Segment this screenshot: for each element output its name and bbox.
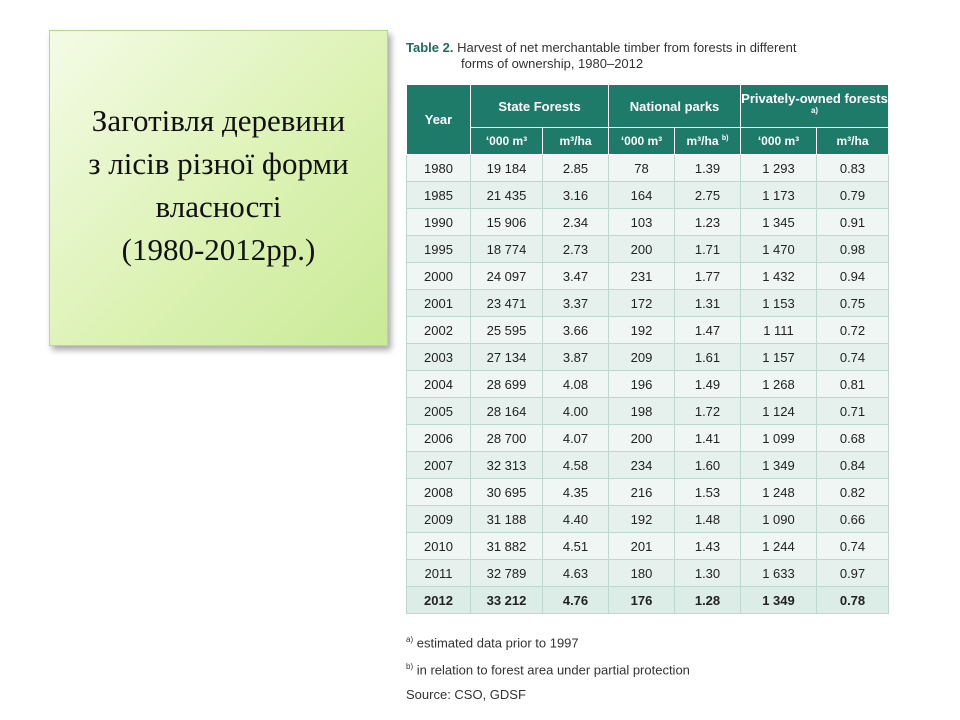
value-cell: 0.91 (817, 209, 889, 236)
value-cell: 1 153 (741, 290, 817, 317)
value-cell: 216 (609, 479, 675, 506)
footnote-mark: b) (721, 135, 729, 142)
value-cell: 31 882 (471, 533, 543, 560)
value-cell: 3.16 (543, 182, 609, 209)
value-cell: 1.30 (675, 560, 741, 587)
table-row (407, 209, 889, 236)
table-row (407, 371, 889, 398)
value-cell: 33 212 (471, 587, 543, 614)
value-cell: 28 164 (471, 398, 543, 425)
value-cell: 2.75 (675, 182, 741, 209)
value-cell: 1.77 (675, 263, 741, 290)
value-cell: 0.82 (817, 479, 889, 506)
value-cell: 1.31 (675, 290, 741, 317)
value-cell: 0.98 (817, 236, 889, 263)
group-header-national-parks (609, 85, 741, 128)
value-cell: 0.74 (817, 344, 889, 371)
value-cell: 4.08 (543, 371, 609, 398)
table-row (407, 479, 889, 506)
value-cell: 0.83 (817, 155, 889, 182)
value-cell: 15 906 (471, 209, 543, 236)
value-cell: 1.43 (675, 533, 741, 560)
value-cell: 1 173 (741, 182, 817, 209)
footnote-b (406, 655, 690, 682)
value-cell: 0.81 (817, 371, 889, 398)
value-cell: 32 789 (471, 560, 543, 587)
value-cell: 1.28 (675, 587, 741, 614)
value-cell: 1 633 (741, 560, 817, 587)
subheader-cell (471, 128, 543, 155)
year-cell: 2009 (407, 506, 471, 533)
value-cell: 78 (609, 155, 675, 182)
value-cell: 234 (609, 452, 675, 479)
value-cell: 1.60 (675, 452, 741, 479)
value-cell: 21 435 (471, 182, 543, 209)
value-cell: 0.66 (817, 506, 889, 533)
value-cell: 4.40 (543, 506, 609, 533)
value-cell: 200 (609, 236, 675, 263)
table-row (407, 560, 889, 587)
table-row (407, 236, 889, 263)
value-cell: 192 (609, 317, 675, 344)
footnotes (406, 628, 690, 707)
value-cell: 198 (609, 398, 675, 425)
value-cell: 176 (609, 587, 675, 614)
table-row (407, 290, 889, 317)
footnote-a (406, 628, 690, 655)
subheader-cell (675, 128, 741, 155)
table-row (407, 452, 889, 479)
footnote-mark: a) (810, 105, 819, 115)
subheader-text: ‘000 m³ (620, 134, 663, 148)
value-cell: 18 774 (471, 236, 543, 263)
table-row (407, 155, 889, 182)
value-cell: 192 (609, 506, 675, 533)
value-cell: 19 184 (471, 155, 543, 182)
table-row (407, 398, 889, 425)
value-cell: 0.75 (817, 290, 889, 317)
group-header-state-forests (471, 85, 609, 128)
value-cell: 25 595 (471, 317, 543, 344)
value-cell: 1.49 (675, 371, 741, 398)
value-cell: 1 268 (741, 371, 817, 398)
year-cell: 2006 (407, 425, 471, 452)
year-cell: 2010 (407, 533, 471, 560)
subheader-cell (609, 128, 675, 155)
year-cell: 1990 (407, 209, 471, 236)
value-cell: 1 124 (741, 398, 817, 425)
value-cell: 0.79 (817, 182, 889, 209)
subheader-text: ‘000 m³ (485, 134, 528, 148)
value-cell: 2.73 (543, 236, 609, 263)
table-caption-text-line-2: forms of ownership, 1980–2012 (461, 56, 644, 71)
year-cell: 2003 (407, 344, 471, 371)
value-cell: 231 (609, 263, 675, 290)
value-cell: 1.23 (675, 209, 741, 236)
value-cell: 200 (609, 425, 675, 452)
slide-title-line-2: з лісів різної форми (88, 146, 349, 181)
value-cell: 1.48 (675, 506, 741, 533)
value-cell: 1 248 (741, 479, 817, 506)
value-cell: 1 111 (741, 317, 817, 344)
value-cell: 201 (609, 533, 675, 560)
table-row (407, 344, 889, 371)
value-cell: 0.74 (817, 533, 889, 560)
value-cell: 2.85 (543, 155, 609, 182)
slide-title-line-1: Заготівля деревини (91, 103, 346, 138)
value-cell: 4.51 (543, 533, 609, 560)
year-cell: 1995 (407, 236, 471, 263)
subheader-cell (543, 128, 609, 155)
value-cell: 4.63 (543, 560, 609, 587)
year-cell: 2008 (407, 479, 471, 506)
group-header-private-forests (741, 85, 889, 128)
value-cell: 1.53 (675, 479, 741, 506)
table-row (407, 317, 889, 344)
source-note: Source: CSO, GDSF (406, 686, 526, 702)
subheader-text: m³/ha (686, 134, 719, 148)
table-row (407, 587, 889, 614)
subheader-cell (817, 128, 889, 155)
year-cell: 1985 (407, 182, 471, 209)
value-cell: 27 134 (471, 344, 543, 371)
subheader-text: m³/ha (836, 134, 869, 148)
value-cell: 180 (609, 560, 675, 587)
value-cell: 1.71 (675, 236, 741, 263)
value-cell: 2.34 (543, 209, 609, 236)
value-cell: 3.37 (543, 290, 609, 317)
year-cell: 2004 (407, 371, 471, 398)
value-cell: 28 700 (471, 425, 543, 452)
value-cell: 1 432 (741, 263, 817, 290)
value-cell: 1 090 (741, 506, 817, 533)
value-cell: 1 470 (741, 236, 817, 263)
value-cell: 24 097 (471, 263, 543, 290)
footnote-b-text: in relation to forest area under partial protection (416, 662, 690, 678)
value-cell: 0.84 (817, 452, 889, 479)
value-cell: 0.72 (817, 317, 889, 344)
value-cell: 172 (609, 290, 675, 317)
table-row (407, 263, 889, 290)
value-cell: 0.97 (817, 560, 889, 587)
table-caption (406, 40, 896, 72)
value-cell: 1 157 (741, 344, 817, 371)
value-cell: 1 293 (741, 155, 817, 182)
group-label: National parks (629, 98, 720, 114)
value-cell: 4.76 (543, 587, 609, 614)
group-label: State Forests (498, 98, 581, 114)
year-cell: 2002 (407, 317, 471, 344)
value-cell: 164 (609, 182, 675, 209)
value-cell: 0.78 (817, 587, 889, 614)
year-cell: 2001 (407, 290, 471, 317)
group-label: Privately-owned forests (741, 90, 888, 106)
table-row (407, 425, 889, 452)
year-cell: 2011 (407, 560, 471, 587)
year-cell: 2007 (407, 452, 471, 479)
year-cell: 2000 (407, 263, 471, 290)
timber-harvest-table (406, 84, 889, 614)
table-caption-text-line-1: Harvest of net merchantable timber from forests in different (457, 40, 797, 55)
subheader-text: ‘000 m³ (757, 134, 800, 148)
value-cell: 1 099 (741, 425, 817, 452)
value-cell: 23 471 (471, 290, 543, 317)
table-row (407, 182, 889, 209)
value-cell: 4.58 (543, 452, 609, 479)
value-cell: 196 (609, 371, 675, 398)
slide-title-line-4: (1980-2012рр.) (121, 232, 316, 267)
table-row (407, 533, 889, 560)
value-cell: 1.41 (675, 425, 741, 452)
value-cell: 0.71 (817, 398, 889, 425)
value-cell: 1 345 (741, 209, 817, 236)
slide-title-line-3: власності (155, 189, 282, 224)
footnote-a-mark: a) (406, 635, 414, 644)
footnote-b-mark: b) (406, 662, 414, 672)
year-cell: 2005 (407, 398, 471, 425)
value-cell: 4.35 (543, 479, 609, 506)
footnote-a-text: estimated data prior to 1997 (416, 635, 579, 651)
value-cell: 4.00 (543, 398, 609, 425)
value-cell: 1 349 (741, 452, 817, 479)
value-cell: 32 313 (471, 452, 543, 479)
value-cell: 28 699 (471, 371, 543, 398)
value-cell: 3.66 (543, 317, 609, 344)
value-cell: 1 244 (741, 533, 817, 560)
value-cell: 0.94 (817, 263, 889, 290)
value-cell: 1.39 (675, 155, 741, 182)
value-cell: 1.72 (675, 398, 741, 425)
value-cell: 30 695 (471, 479, 543, 506)
value-cell: 1.47 (675, 317, 741, 344)
value-cell: 1 349 (741, 587, 817, 614)
value-cell: 209 (609, 344, 675, 371)
value-cell: 4.07 (543, 425, 609, 452)
value-cell: 31 188 (471, 506, 543, 533)
value-cell: 3.87 (543, 344, 609, 371)
value-cell: 103 (609, 209, 675, 236)
value-cell: 1.61 (675, 344, 741, 371)
table-caption-label: Table 2. (406, 40, 454, 55)
value-cell: 0.68 (817, 425, 889, 452)
subheader-text: m³/ha (559, 134, 592, 148)
slide-title-box (49, 30, 388, 346)
value-cell: 3.47 (543, 263, 609, 290)
year-cell: 2012 (407, 587, 471, 614)
year-cell: 1980 (407, 155, 471, 182)
year-header: Year (407, 85, 471, 155)
subheader-cell (741, 128, 817, 155)
table-row (407, 506, 889, 533)
